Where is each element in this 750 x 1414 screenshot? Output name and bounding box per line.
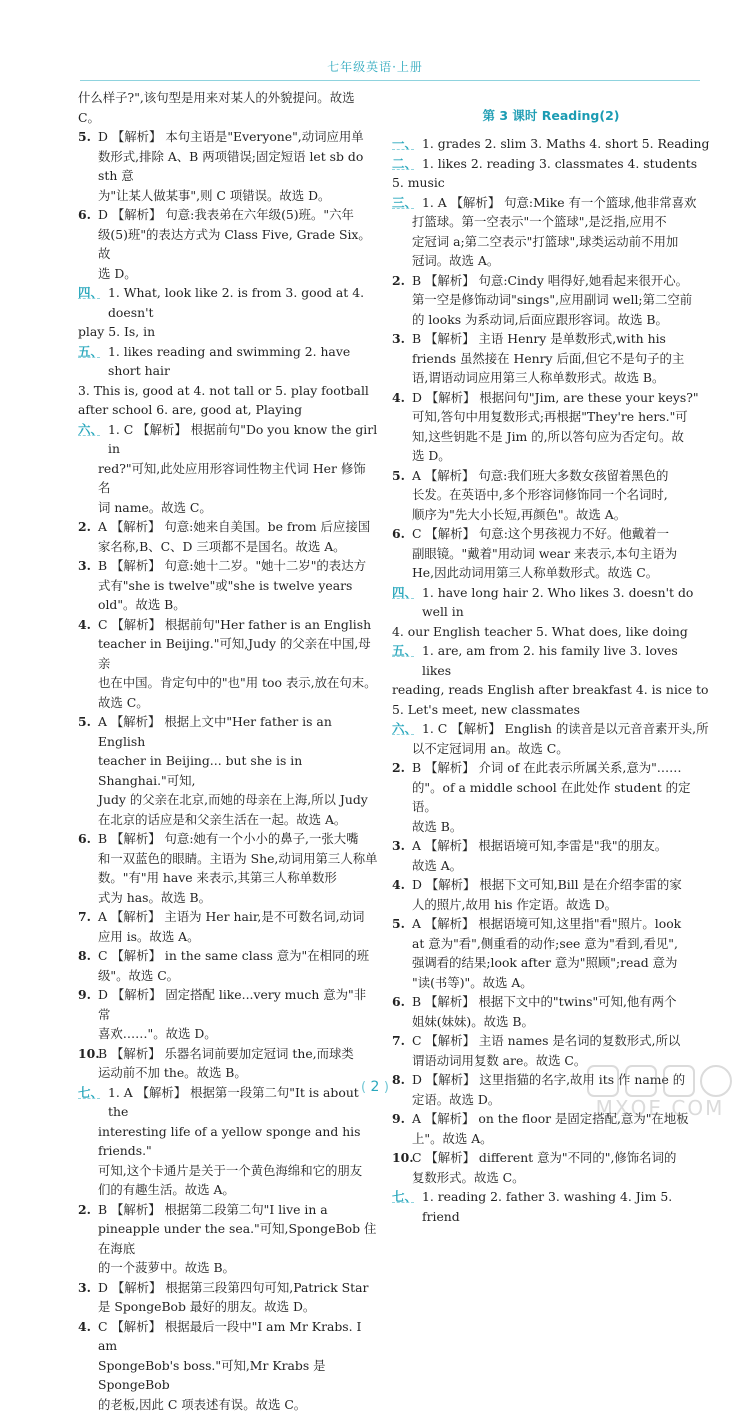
answer-item xyxy=(78,205,378,225)
item-number: 7. xyxy=(78,907,91,927)
answer-text: A 【解析】 根据语境可知,李雷是"我"的朋友。 xyxy=(412,838,667,853)
item-number: 3. xyxy=(392,836,405,856)
item-number: 6. xyxy=(78,829,91,849)
item-number: 5. xyxy=(78,712,91,732)
section-marker: 五、 xyxy=(78,342,106,362)
answer-item xyxy=(78,985,378,1024)
answer-continuation: 的 looks 为系动词,后面应跟形容词。故选 B。 xyxy=(392,310,710,330)
answer-text: D 【解析】 本句主语是"Everyone",动词应用单 xyxy=(98,129,364,144)
section-start xyxy=(392,134,710,154)
answer-line: 3. This is, good at 4. not tall or 5. play football xyxy=(78,381,378,401)
item-number: 3. xyxy=(78,556,91,576)
answer-text: B 【解析】 乐器名词前要加定冠词 the,而球类 xyxy=(98,1046,354,1061)
item-number: 5. xyxy=(392,914,405,934)
answer-text: 1. What, look like 2. is from 3. good at 4. doesn't xyxy=(108,285,364,320)
item-number: 10. xyxy=(78,1044,100,1064)
answer-line: 4. our English teacher 5. What does, like doing xyxy=(392,622,710,642)
answer-text: 1. A 【解析】 根据第一段第二句"It is about the xyxy=(108,1085,359,1120)
answer-text: D 【解析】 根据第三段第四句可知,Patrick Star xyxy=(98,1280,368,1295)
item-number: 6. xyxy=(392,992,405,1012)
answer-line: 5. music xyxy=(392,173,710,193)
answer-continuation: 喜欢……"。故选 D。 xyxy=(78,1024,378,1044)
answer-continuation: 应用 is。故选 A。 xyxy=(78,927,378,947)
section-start xyxy=(392,641,710,680)
answer-text: A 【解析】 句意:她来自美国。be from 后应接国 xyxy=(98,519,370,534)
item-number: 8. xyxy=(392,1070,405,1090)
item-number: 10. xyxy=(392,1148,414,1168)
answer-item xyxy=(392,875,710,895)
answer-continuation: friends 虽然接在 Henry 后面,但它不是句子的主 xyxy=(392,349,710,369)
answer-continuation: 知,这些钥匙不是 Jim 的,所以答句应为否定句。故 xyxy=(392,427,710,447)
item-number: 4. xyxy=(392,875,405,895)
section-marker: 一、 xyxy=(392,134,420,154)
answer-continuation: 选 D。 xyxy=(78,264,378,284)
answer-continuation: 定冠词 a;第二空表示"打篮球",球类运动前不用加 xyxy=(392,232,710,252)
answer-continuation: 故选 A。 xyxy=(392,856,710,876)
section-start xyxy=(392,719,710,739)
answer-item xyxy=(392,914,710,934)
answer-continuation: He,因此动词用第三人称单数形式。故选 C。 xyxy=(392,563,710,583)
item-number: 6. xyxy=(78,205,91,225)
answer-item xyxy=(392,992,710,1012)
answer-continuation: 故选 B。 xyxy=(392,817,710,837)
answer-text: B 【解析】 句意:她有一个小小的鼻子,一张大嘴 xyxy=(98,831,359,846)
section-start xyxy=(78,283,378,322)
answer-continuation: 运动前不加 the。故选 B。 xyxy=(78,1063,378,1083)
answer-item xyxy=(392,758,710,778)
section-start xyxy=(392,583,710,622)
answer-line: reading, reads English after breakfast 4. is nice to xyxy=(392,680,710,700)
answer-continuation: 复数形式。故选 C。 xyxy=(392,1168,710,1188)
answer-item xyxy=(392,836,710,856)
answer-text: C 【解析】 主语 names 是名词的复数形式,所以 xyxy=(412,1033,680,1048)
section-marker: 七、 xyxy=(78,1083,106,1103)
header-title: 七年级英语·上册 xyxy=(327,60,423,74)
answer-text: C 【解析】 句意:这个男孩视力不好。他戴着一 xyxy=(412,526,669,541)
answer-continuation: 数。"有"用 have 来表示,其第三人称单数形 xyxy=(78,868,378,888)
item-number: 2. xyxy=(392,758,405,778)
left-column xyxy=(78,88,378,1414)
answer-text: B 【解析】 句意:她十二岁。"她十二岁"的表达方 xyxy=(98,558,366,573)
answer-continuation: 级"。故选 C。 xyxy=(78,966,378,986)
answer-item xyxy=(78,1317,378,1356)
answer-continuation: 的一个菠萝中。故选 B。 xyxy=(78,1258,378,1278)
answer-continuation: 谓语动词用复数 are。故选 C。 xyxy=(392,1051,710,1071)
page-number-text: 2 xyxy=(371,1079,380,1095)
answer-item xyxy=(392,466,710,486)
item-number: 2. xyxy=(78,517,91,537)
page-number-right-ornament: ) xyxy=(384,1080,389,1095)
answer-text: 1. reading 2. father 3. washing 4. Jim 5. friend xyxy=(422,1189,672,1224)
answer-continuation: 和一双蓝色的眼睛。主语为 She,动词用第三人称单 xyxy=(78,849,378,869)
answer-text: D 【解析】 根据下文可知,Bill 是在介绍李雷的家 xyxy=(412,877,682,892)
answer-continuation: 词 name。故选 C。 xyxy=(78,498,378,518)
answer-text: 1. likes 2. reading 3. classmates 4. students xyxy=(422,156,697,171)
answer-item xyxy=(78,1044,378,1064)
answer-continuation: 式有"she is twelve"或"she is twelve years old"。故选 B。 xyxy=(78,576,378,615)
answer-text: C 【解析】 根据最后一段中"I am Mr Krabs. I am xyxy=(98,1319,361,1354)
answer-item xyxy=(392,329,710,349)
section-start xyxy=(78,420,378,459)
answer-text: 1. have long hair 2. Who likes 3. doesn't do well in xyxy=(422,585,693,620)
answer-text: A 【解析】 句意:我们班大多数女孩留着黑色的 xyxy=(412,468,668,483)
answer-line: after school 6. are, good at, Playing xyxy=(78,400,378,420)
answer-item xyxy=(78,517,378,537)
item-number: 8. xyxy=(78,946,91,966)
answer-continuation: 是 SpongeBob 最好的朋友。故选 D。 xyxy=(78,1297,378,1317)
answer-continuation: teacher in Beijing... but she is in Shanghai."可知, xyxy=(78,751,378,790)
answer-item xyxy=(392,1031,710,1051)
answer-continuation: Judy 的父亲在北京,而她的母亲在上海,所以 Judy xyxy=(78,790,378,810)
page-number-left-ornament: ( xyxy=(361,1080,366,1095)
answer-continuation: 冠词。故选 A。 xyxy=(392,251,710,271)
answer-continuation: 副眼镜。"戴着"用动词 wear 来表示,本句主语为 xyxy=(392,544,710,564)
watermark-logo xyxy=(580,1062,740,1122)
item-number: 2. xyxy=(392,271,405,291)
answer-item xyxy=(78,1200,378,1220)
item-number: 3. xyxy=(78,1278,91,1298)
answer-item xyxy=(78,946,378,966)
item-number: 4. xyxy=(78,1317,91,1337)
answer-item xyxy=(78,615,378,635)
item-number: 7. xyxy=(392,1031,405,1051)
item-number: 6. xyxy=(392,524,405,544)
item-number: 3. xyxy=(392,329,405,349)
answer-continuation: 级(5)班"的表达方式为 Class Five, Grade Six。故 xyxy=(78,225,378,264)
section-marker: 四、 xyxy=(392,583,420,603)
answer-item xyxy=(78,127,378,147)
answer-text: C 【解析】 根据前句"Her father is an English xyxy=(98,617,371,632)
answer-continuation: 上"。故选 A。 xyxy=(392,1129,710,1149)
answer-continuation: 强调看的结果;look after 意为"照顾";read 意为 xyxy=(392,953,710,973)
answer-continuation: 数形式,排除 A、B 两项错误;固定短语 let sb do sth 意 xyxy=(78,147,378,186)
answer-continuation: 顺序为"先大小长短,再颜色"。故选 A。 xyxy=(392,505,710,525)
answer-item xyxy=(78,1278,378,1298)
answer-continuation: 们的有趣生活。故选 A。 xyxy=(78,1180,378,1200)
answer-text: D 【解析】 句意:我表弟在六年级(5)班。"六年 xyxy=(98,207,354,222)
answer-item xyxy=(78,556,378,576)
item-number: 5. xyxy=(392,466,405,486)
answer-text: 1. A 【解析】 句意:Mike 有一个篮球,他非常喜欢 xyxy=(422,195,696,210)
answer-continuation: 定语。故选 D。 xyxy=(392,1090,710,1110)
answer-text: A 【解析】 根据语境可知,这里指"看"照片。look xyxy=(412,916,681,931)
section-marker: 四、 xyxy=(78,283,106,303)
answer-text: D 【解析】 这里指猫的名字,故用 its 作 name 的 xyxy=(412,1072,685,1087)
answer-continuation: 可知,这个卡通片是关于一个黄色海绵和它的朋友 xyxy=(78,1161,378,1181)
answer-text: 1. likes reading and swimming 2. have short hair xyxy=(108,344,350,379)
answer-line: 5. Let's meet, new classmates xyxy=(392,700,710,720)
answer-continuation: 故选 C。 xyxy=(78,693,378,713)
section-marker: 二、 xyxy=(392,154,420,174)
answer-continuation: 可知,答句中用复数形式;再根据"They're hers."可 xyxy=(392,407,710,427)
answer-continuation: 为"让某人做某事",则 C 项错误。故选 D。 xyxy=(78,186,378,206)
answer-continuation: 的"。of a middle school 在此处作 student 的定语。 xyxy=(392,778,710,817)
answer-item xyxy=(78,907,378,927)
answer-text: D 【解析】 根据问句"Jim, are these your keys?" xyxy=(412,390,699,405)
answer-continuation: red?"可知,此处应用形容词性物主代词 Her 修饰名 xyxy=(78,459,378,498)
section-marker: 七、 xyxy=(392,1187,420,1207)
answer-line: play 5. Is, in xyxy=(78,322,378,342)
answer-continuation: 的老板,因此 C 项表述有误。故选 C。 xyxy=(78,1395,378,1414)
section-start xyxy=(78,342,378,381)
answer-text: B 【解析】 介词 of 在此表示所属关系,意为"…… xyxy=(412,760,682,775)
answer-text: A 【解析】 主语为 Her hair,是不可数名词,动词 xyxy=(98,909,364,924)
answer-item xyxy=(392,388,710,408)
answer-continuation: 也在中国。肯定句中的"也"用 too 表示,放在句末。 xyxy=(78,673,378,693)
answer-item xyxy=(392,1148,710,1168)
answer-continuation: 姐妹(妹妹)。故选 B。 xyxy=(392,1012,710,1032)
watermark-text: MXQE.COM xyxy=(580,1096,740,1120)
answer-line: 什么样子?",该句型是用来对某人的外貌提问。故选 C。 xyxy=(78,88,378,127)
answer-continuation: 打篮球。第一空表示"一个篮球",是泛指,应用不 xyxy=(392,212,710,232)
item-number: 2. xyxy=(78,1200,91,1220)
answer-continuation: 长发。在英语中,多个形容词修饰同一个名词时, xyxy=(392,485,710,505)
answer-text: A 【解析】 on the floor 是固定搭配,意为"在地板 xyxy=(412,1111,689,1126)
answer-continuation: 以不定冠词用 an。故选 C。 xyxy=(392,739,710,759)
answer-text: D 【解析】 固定搭配 like...very much 意为"非常 xyxy=(98,987,366,1022)
answer-continuation: 语,谓语动词应用第三人称单数形式。故选 B。 xyxy=(392,368,710,388)
answer-continuation: teacher in Beijing."可知,Judy 的父亲在中国,母亲 xyxy=(78,634,378,673)
answer-item xyxy=(392,524,710,544)
answer-continuation: 家名称,B、C、D 三项都不是国名。故选 A。 xyxy=(78,537,378,557)
answer-text: B 【解析】 根据下文中的"twins"可知,他有两个 xyxy=(412,994,676,1009)
answer-text: 1. are, am from 2. his family live 3. loves likes xyxy=(422,643,678,678)
answer-text: B 【解析】 根据第二段第二句"I live in a xyxy=(98,1202,328,1217)
answer-continuation: pineapple under the sea."可知,SpongeBob 住在海底 xyxy=(78,1219,378,1258)
answer-continuation: interesting life of a yellow sponge and his friends." xyxy=(78,1122,378,1161)
answer-text: 1. grades 2. slim 3. Maths 4. short 5. Reading xyxy=(422,136,709,151)
answer-text: 1. C 【解析】 English 的读音是以元音音素开头,所 xyxy=(422,721,708,736)
section-start xyxy=(392,1187,710,1226)
answer-continuation: 在北京的话应是和父亲生活在一起。故选 A。 xyxy=(78,810,378,830)
answer-text: 1. C 【解析】 根据前句"Do you know the girl in xyxy=(108,422,377,457)
answer-text: C 【解析】 in the same class 意为"在相同的班 xyxy=(98,948,369,963)
answer-continuation: at 意为"看",侧重看的动作;see 意为"看到,看见", xyxy=(392,934,710,954)
section-marker: 五、 xyxy=(392,641,420,661)
answer-text: B 【解析】 主语 Henry 是单数形式,with his xyxy=(412,331,666,346)
answer-continuation: "读(书等)"。故选 A。 xyxy=(392,973,710,993)
section-start xyxy=(392,193,710,213)
section-marker: 三、 xyxy=(392,193,420,213)
answer-text: A 【解析】 根据上文中"Her father is an English xyxy=(98,714,332,749)
lesson-title: 第 3 课时 Reading(2) xyxy=(392,106,710,124)
item-number: 5. xyxy=(78,127,91,147)
item-number: 4. xyxy=(392,388,405,408)
answer-continuation: 人的照片,故用 his 作定语。故选 D。 xyxy=(392,895,710,915)
section-marker: 六、 xyxy=(78,420,106,440)
answer-continuation: 选 D。 xyxy=(392,446,710,466)
answer-continuation: SpongeBob's boss."可知,Mr Krabs 是 SpongeBob xyxy=(78,1356,378,1395)
item-number: 4. xyxy=(78,615,91,635)
answer-item xyxy=(392,271,710,291)
answer-text: C 【解析】 different 意为"不同的",修饰名词的 xyxy=(412,1150,676,1165)
answer-continuation: 第一空是修饰动词"sings",应用副词 well;第二空前 xyxy=(392,290,710,310)
answer-text: B 【解析】 句意:Cindy 唱得好,她看起来很开心。 xyxy=(412,273,688,288)
answer-item xyxy=(78,829,378,849)
section-marker: 六、 xyxy=(392,719,420,739)
answer-continuation: 式为 has。故选 B。 xyxy=(78,888,378,908)
section-start xyxy=(392,154,710,174)
right-column xyxy=(392,88,710,1226)
header-divider xyxy=(80,80,700,81)
answer-item xyxy=(78,712,378,751)
page-header xyxy=(0,58,750,75)
item-number: 9. xyxy=(392,1109,405,1129)
item-number: 9. xyxy=(78,985,91,1005)
